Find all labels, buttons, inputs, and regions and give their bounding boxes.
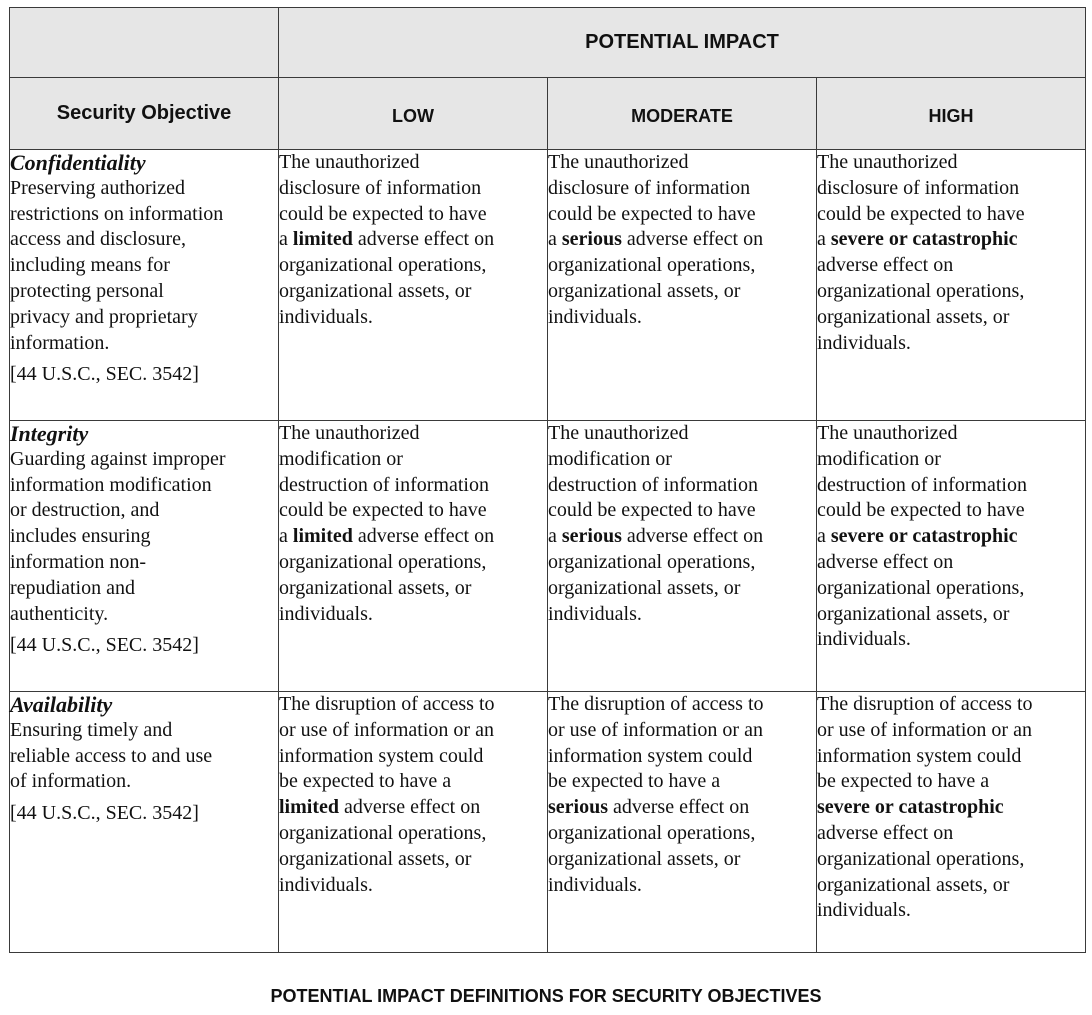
impact-text: organizational operations, [548,550,756,573]
impact-text: could be expected to have [279,499,487,522]
impact-text: The disruption of access to [548,693,764,715]
description-line: Ensuring timely and [10,718,173,741]
objective-cell [10,692,279,953]
impact-line [817,550,1085,576]
impact-line [279,227,547,253]
level-header-moderate [548,78,817,150]
impact-line [817,602,1085,628]
impact-cell-high [817,421,1086,692]
impact-line [279,202,547,228]
impact-text: a [548,525,562,548]
impact-text: information system could [817,744,1022,767]
impact-text: The unauthorized [279,422,420,444]
impact-line [817,795,1085,821]
impact-line [548,873,816,899]
impact-line [817,524,1085,550]
potential-impact-header [279,8,1086,78]
impact-text: organizational assets, or [548,847,741,870]
impact-text: adverse effect on [352,228,495,251]
impact-text: a [279,228,293,251]
impact-line [548,718,816,744]
impact-line [279,524,547,550]
impact-cell-moderate [548,150,817,421]
impact-severity-term: severe or catastrophic [830,525,1018,548]
description-line: or destruction, and [10,499,160,522]
header-row-levels [10,78,1086,150]
impact-text: be expected to have a [548,770,721,793]
impact-line [548,227,816,253]
objective-cell [10,421,279,692]
security-objective-header [10,78,279,150]
impact-text: be expected to have a [279,770,452,793]
impact-line [548,795,816,821]
impact-text: information system could [279,744,484,767]
impact-text: could be expected to have [548,499,756,522]
impact-line [548,744,816,770]
impact-text: individuals. [279,602,373,625]
impact-line [279,279,547,305]
impact-line [817,744,1085,770]
impact-text: individuals. [279,305,373,328]
impact-text: individuals. [548,305,642,328]
impact-text: organizational operations, [817,576,1025,599]
impact-text: adverse effect on [621,525,764,548]
impact-text: a [548,228,562,251]
impact-text: destruction of information [817,473,1027,496]
impact-cell-high [817,150,1086,421]
impact-line [817,692,1085,718]
impact-line [548,150,816,176]
security-objective-label: Security Objective [56,101,232,124]
impact-line [548,305,816,331]
impact-line [548,202,816,228]
table-caption: POTENTIAL IMPACT DEFINITIONS FOR SECURITY OBJECTIVES [270,986,822,1006]
objective-description [10,176,278,357]
objective-citation: [44 U.S.C., SEC. 3542] [10,802,199,825]
impact-line [548,602,816,628]
impact-text: The unauthorized [548,151,689,173]
impact-text: organizational operations, [279,550,487,573]
impact-line [817,821,1085,847]
impact-text: destruction of information [279,473,489,496]
impact-line [279,176,547,202]
impact-line [279,795,547,821]
impact-text: organizational assets, or [279,576,472,599]
impact-line [817,498,1085,524]
impact-text: a [817,228,831,251]
impact-text: organizational assets, or [817,873,1010,896]
impact-line [279,253,547,279]
impact-severity-term: severe or catastrophic [830,228,1018,251]
impact-cell-high [817,692,1086,953]
impact-line [817,473,1085,499]
level-label: MODERATE [631,105,733,126]
impact-severity-term: limited [279,796,339,819]
description-line: of information. [10,770,132,793]
impact-text: individuals. [817,899,911,922]
impact-text: disclosure of information [548,176,751,199]
impact-severity-term: severe or catastrophic [817,796,1004,819]
description-line: access and disclosure, [10,228,187,251]
impact-line [548,576,816,602]
impact-line [279,718,547,744]
impact-text: organizational assets, or [279,847,472,870]
objective-title: Integrity [10,421,89,446]
impact-line [279,873,547,899]
objective-cell [10,150,279,421]
impact-text: organizational assets, or [279,279,472,302]
impact-text: disclosure of information [817,176,1020,199]
impact-text: be expected to have a [817,770,990,793]
impact-line [817,227,1085,253]
impact-severity-term: limited [292,228,353,251]
impact-line [548,473,816,499]
impact-line [817,627,1085,653]
impact-text: The unauthorized [548,422,689,444]
header-row-top [10,8,1086,78]
impact-line [548,447,816,473]
objective-citation: [44 U.S.C., SEC. 3542] [10,634,199,657]
description-line: protecting personal [10,279,164,302]
impact-line [817,769,1085,795]
impact-line [279,602,547,628]
impact-text: adverse effect on [817,550,954,573]
impact-line [279,744,547,770]
impact-severity-term: limited [292,525,353,548]
impact-text: organizational operations, [548,821,756,844]
row-integrity [10,421,1086,692]
impact-text: The unauthorized [279,151,420,173]
impact-text: modification or [548,447,672,470]
impact-cell-low [279,150,548,421]
objective-citation: [44 U.S.C., SEC. 3542] [10,363,199,386]
impact-text: individuals. [817,628,911,651]
impact-text: or use of information or an [279,718,494,741]
description-line: Guarding against improper [10,447,226,470]
description-line: reliable access to and use [10,744,213,767]
impact-line [817,202,1085,228]
impact-text: information system could [548,744,753,767]
impact-text: or use of information or an [548,718,763,741]
impact-line [817,447,1085,473]
impact-line [817,331,1085,357]
impact-line [279,150,547,176]
description-line: repudiation and [10,576,135,599]
impact-cell-low [279,692,548,953]
impact-severity-term: serious [561,228,622,251]
level-header-high [817,78,1086,150]
row-availability [10,692,1086,953]
impact-text: organizational assets, or [817,305,1010,328]
impact-line [548,524,816,550]
impact-line [279,692,547,718]
impact-line [548,769,816,795]
impact-line [817,873,1085,899]
impact-text: modification or [279,447,403,470]
impact-text: organizational assets, or [817,602,1010,625]
level-header-low [279,78,548,150]
impact-line [817,847,1085,873]
impact-text: a [817,525,831,548]
impact-line [548,550,816,576]
impact-line [279,473,547,499]
impact-text: organizational operations, [548,254,756,277]
impact-line [548,421,816,447]
description-line: including means for [10,254,170,277]
impact-text: adverse effect on [339,796,481,819]
impact-line [817,253,1085,279]
impact-definitions-table [9,7,1086,953]
impact-line [279,447,547,473]
header-empty-cell [10,8,279,78]
impact-line [817,176,1085,202]
impact-line [548,821,816,847]
impact-line [279,550,547,576]
level-label: LOW [392,105,434,126]
impact-text: could be expected to have [548,202,756,225]
impact-text: The disruption of access to [279,693,495,715]
impact-cell-moderate [548,421,817,692]
impact-line [817,718,1085,744]
impact-cell-low [279,421,548,692]
impact-line [279,847,547,873]
impact-line [548,847,816,873]
objective-description [10,718,278,795]
description-line: information modification [10,473,212,496]
impact-cell-moderate [548,692,817,953]
impact-text: organizational operations, [817,847,1025,870]
impact-line [817,898,1085,924]
impact-text: individuals. [817,331,911,354]
impact-text: individuals. [279,873,373,896]
impact-line [817,576,1085,602]
impact-text: adverse effect on [817,254,954,277]
impact-line [279,576,547,602]
impact-text: The unauthorized [817,151,958,173]
impact-text: organizational assets, or [548,279,741,302]
impact-line [548,279,816,305]
impact-text: organizational operations, [279,821,487,844]
impact-line [548,176,816,202]
impact-severity-term: serious [548,796,608,819]
description-line: information. [10,331,110,354]
impact-line [279,821,547,847]
impact-text: adverse effect on [608,796,750,819]
impact-text: or use of information or an [817,718,1032,741]
impact-line [817,150,1085,176]
impact-text: could be expected to have [279,202,487,225]
impact-text: disclosure of information [279,176,482,199]
objective-title: Confidentiality [10,150,146,175]
impact-line [548,498,816,524]
description-line: includes ensuring [10,525,151,548]
row-confidentiality [10,150,1086,421]
impact-line [817,421,1085,447]
impact-text: The unauthorized [817,422,958,444]
impact-text: adverse effect on [352,525,495,548]
description-line: authenticity. [10,602,109,625]
impact-text: could be expected to have [817,499,1025,522]
impact-line [279,421,547,447]
impact-text: organizational operations, [817,279,1025,302]
impact-text: destruction of information [548,473,758,496]
potential-impact-label: POTENTIAL IMPACT [585,31,779,53]
impact-text: individuals. [548,602,642,625]
objective-title: Availability [10,692,113,717]
description-line: privacy and proprietary [10,305,198,328]
impact-line [279,769,547,795]
impact-line [279,498,547,524]
impact-line [817,305,1085,331]
impact-text: organizational assets, or [548,576,741,599]
impact-text: modification or [817,447,941,470]
impact-text: could be expected to have [817,202,1025,225]
impact-text: adverse effect on [621,228,764,251]
description-line: information non- [10,550,147,573]
impact-line [548,253,816,279]
level-label: HIGH [928,105,974,126]
impact-text: organizational operations, [279,254,487,277]
impact-text: individuals. [548,873,642,896]
impact-text: The disruption of access to [817,693,1033,715]
objective-description [10,447,278,628]
impact-text: a [279,525,293,548]
impact-line [817,279,1085,305]
impact-line [548,692,816,718]
impact-line [279,305,547,331]
impact-severity-term: serious [561,525,622,548]
description-line: restrictions on information [10,202,224,225]
description-line: Preserving authorized [10,176,185,199]
impact-text: adverse effect on [817,821,954,844]
